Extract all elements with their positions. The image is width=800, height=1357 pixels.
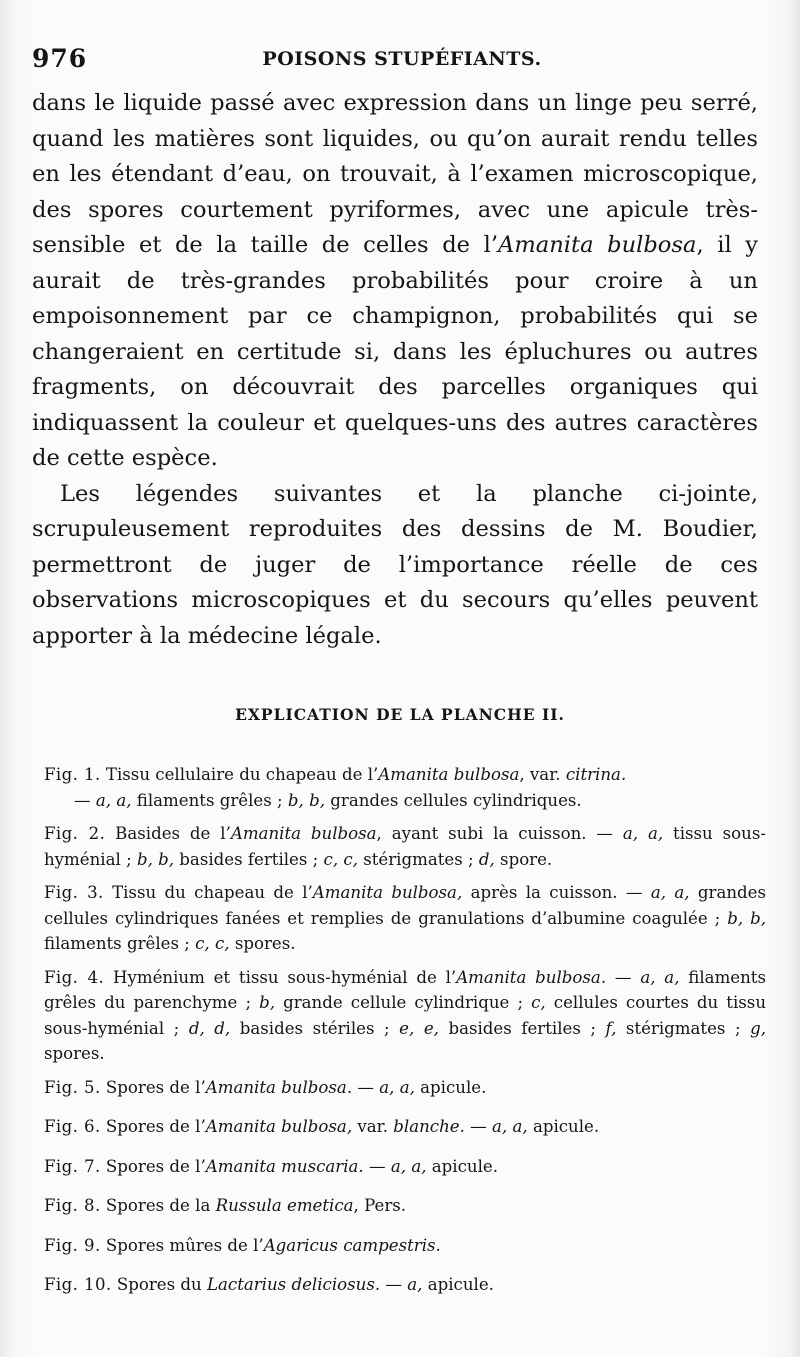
caption-letter: d, d, <box>188 1018 231 1038</box>
caption-text: apicule. <box>422 1275 494 1294</box>
caption-text: var. <box>352 1117 394 1136</box>
caption-text: Hyménium et tissu sous-hyménial de l’ <box>112 967 457 987</box>
caption-fig-7 <box>44 1154 766 1180</box>
caption-text: Basides de l’ <box>115 824 231 843</box>
caption-text: Spores de l’ <box>105 1077 206 1097</box>
caption-fig-2 <box>44 821 766 872</box>
caption-number: Fig. 6. <box>44 1117 101 1136</box>
paragraph-1-text-c: , il y aurait de très-grandes probabilités pour croire à un empoisonnement par ce champignon, probabilités qui se changeraient en certitude si, dans les épluchures ou autres fragments, on découvrait des parcelles organiques qui indiquassent la couleur et quelques-uns des autres caractères de cette espèce. <box>32 232 759 471</box>
caption-letter: e, e, <box>399 1018 439 1038</box>
page-number: 976 <box>32 44 88 73</box>
caption-species: Agaricus campestris. <box>263 1235 441 1255</box>
caption-text: apicule. <box>426 1156 498 1176</box>
caption-number: Fig. 2. <box>44 824 106 843</box>
caption-text: spores. <box>44 1044 105 1063</box>
caption-text: Spores de l’ <box>105 1117 206 1136</box>
caption-text: apicule. <box>414 1077 487 1097</box>
caption-species: Amanita muscaria. <box>205 1156 364 1176</box>
page-header <box>32 44 752 84</box>
paragraph-1 <box>32 86 758 477</box>
caption-text: , ayant subi la cuisson. — <box>376 824 623 843</box>
caption-letter: a, a, <box>492 1117 528 1136</box>
caption-letter: b, b, <box>727 908 766 928</box>
caption-number: Fig. 1. <box>44 765 101 784</box>
caption-text: stérigmates ; <box>616 1018 751 1038</box>
caption-number: Fig. 4. <box>44 967 105 987</box>
caption-text: Spores du <box>116 1275 207 1294</box>
caption-letter: b, <box>259 993 276 1012</box>
caption-letter: f, <box>605 1018 617 1038</box>
caption-text: — <box>606 967 641 987</box>
caption-letter: b, b, <box>287 790 325 810</box>
caption-text: Tissu cellulaire du chapeau de l’ <box>105 765 379 784</box>
caption-letter: a, <box>407 1275 423 1294</box>
caption-fig-4 <box>44 965 766 1067</box>
caption-text: stérigmates ; <box>357 849 479 869</box>
caption-text: tissu sous-hyménial ; <box>44 824 766 869</box>
caption-fig-8 <box>44 1193 766 1219</box>
caption-text: — <box>74 790 96 810</box>
caption-text: grande cellule cylindrique ; <box>275 993 532 1012</box>
caption-fig-5 <box>44 1075 766 1101</box>
caption-letter: c, c, <box>195 934 230 953</box>
caption-letter: a, a, <box>640 967 680 987</box>
caption-species: Amanita bulbosa, <box>205 1117 353 1136</box>
caption-fig-1 <box>44 762 766 813</box>
caption-number: Fig. 9. <box>44 1235 101 1255</box>
caption-text: apicule. <box>527 1117 600 1136</box>
caption-number: Fig. 7. <box>44 1156 101 1176</box>
caption-fig-10 <box>44 1272 766 1298</box>
section-title: EXPLICATION DE LA PLANCHE II. <box>235 705 565 724</box>
caption-letter: d, <box>478 849 495 869</box>
caption-text: basides stériles ; <box>230 1018 400 1038</box>
caption-text: — <box>380 1275 408 1294</box>
paragraph-1-species: Amanita bulbosa <box>498 232 697 258</box>
caption-letter: g, <box>750 1018 767 1038</box>
caption-text: , var. <box>519 765 566 784</box>
caption-number: Fig. 3. <box>44 883 104 902</box>
caption-species: Amanita bulbosa, <box>312 883 463 902</box>
caption-text: filaments grêles du parenchyme ; <box>44 967 766 1012</box>
caption-letter: a, a, <box>390 1156 427 1176</box>
paragraph-2: Les légendes suivantes et la planche ci-jointe, scrupuleusement reproduites des dessins de M. Boudier, permettront de juger de l’importance réelle de ces observations microscopiques et du secours qu’elles peuvent apporter à la médecine légale. <box>32 480 758 649</box>
caption-text: Tissu du chapeau de l’ <box>112 883 313 902</box>
caption-text: Spores de la <box>105 1196 216 1215</box>
caption-letter: a, a, <box>95 790 132 810</box>
caption-text: cellules courtes du tissu sous-hyménial ; <box>44 993 767 1038</box>
caption-text: — <box>352 1077 380 1097</box>
caption-letter: c, <box>531 993 546 1012</box>
caption-text: basides fertiles ; <box>174 849 324 869</box>
caption-species: Lactarius deliciosus. <box>206 1275 381 1294</box>
caption-text: , Pers. <box>353 1196 407 1215</box>
caption-text: spore. <box>494 849 553 869</box>
caption-text: après la cuisson. — <box>462 883 651 902</box>
caption-text: — <box>363 1156 391 1176</box>
caption-species: Amanita bulbosa. <box>456 967 607 987</box>
caption-fig-9 <box>44 1233 766 1259</box>
caption-species: Amanita bulbosa <box>378 765 520 784</box>
caption-species: Amanita bulbosa. <box>205 1077 353 1097</box>
caption-letter: b, b, <box>136 849 175 869</box>
running-head: POISONS STUPÉFIANTS. <box>262 48 542 70</box>
caption-number: Fig. 8. <box>44 1196 101 1215</box>
caption-text: Spores de l’ <box>105 1156 206 1176</box>
paragraph-1-text-a: dans le liquide passé avec expression dans un linge peu serré, quand les matières sont liquides, ou qu’on aurait rendu telles en les étendant d’eau, on trouvait, à l’examen microscopique, des spores courtement pyriformes, avec une apicule très-sensible et de la taille de celles de l’ <box>32 90 758 258</box>
caption-variety: blanche. <box>393 1117 465 1136</box>
caption-variety: citrina. <box>565 765 627 784</box>
caption-fig-3 <box>44 880 766 957</box>
caption-text: — <box>464 1117 493 1136</box>
caption-number: Fig. 5. <box>44 1077 101 1097</box>
caption-text: grandes cellules cylindriques fanées et remplies de granulations d’albumine coagulée ; <box>44 883 766 928</box>
caption-text: basides fertiles ; <box>438 1018 606 1038</box>
caption-letter: a, a, <box>622 824 664 843</box>
caption-text: filaments grêles ; <box>44 934 196 953</box>
figure-captions <box>44 762 766 1312</box>
caption-species: Amanita bulbosa <box>230 824 377 843</box>
caption-text: grandes cellules cylindriques. <box>324 790 582 810</box>
caption-letter: c, c, <box>323 849 358 869</box>
caption-species: Russula emetica <box>215 1196 354 1215</box>
body-text <box>32 86 758 654</box>
caption-letter: a, a, <box>379 1077 415 1097</box>
caption-text: filaments grêles ; <box>131 790 288 810</box>
caption-text: spores. <box>229 934 296 953</box>
caption-letter: a, a, <box>650 883 690 902</box>
caption-fig-6 <box>44 1114 766 1140</box>
caption-number: Fig. 10. <box>44 1275 112 1294</box>
caption-text: Spores mûres de l’ <box>105 1235 264 1255</box>
